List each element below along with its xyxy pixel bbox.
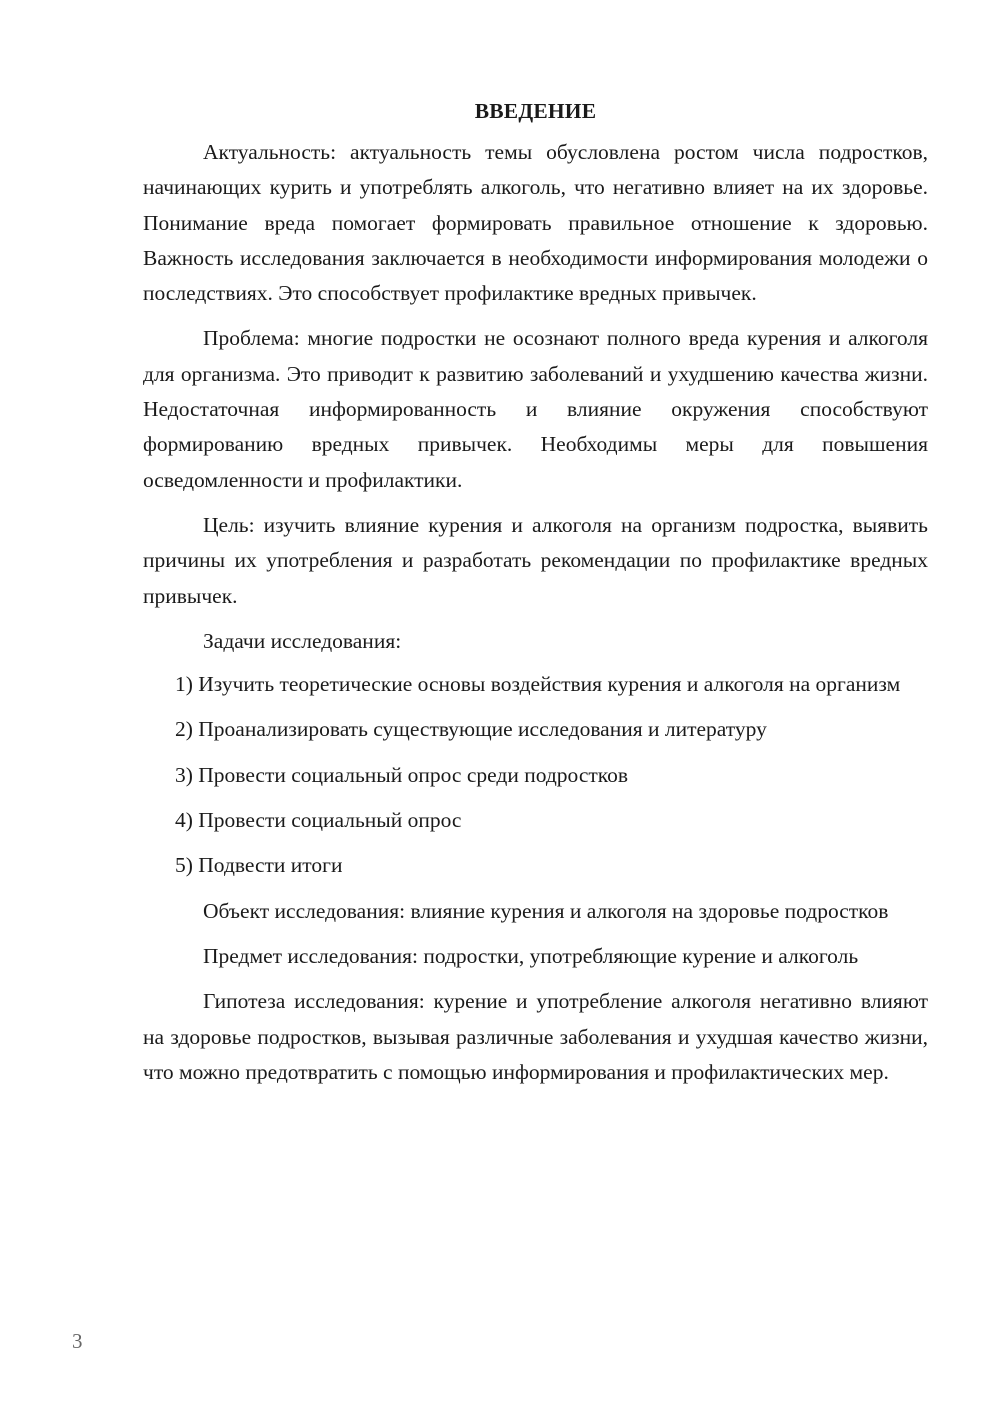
task-item-5: 5) Подвести итоги — [175, 853, 343, 878]
tasks-heading: Задачи исследования: — [203, 628, 402, 653]
task-item-3: 3) Провести социальный опрос среди подростков — [175, 762, 629, 787]
hypothesis-paragraph: Гипотеза исследования: курение и употребление алкоголя негативно влияют на здоровье подростков, вызывая различные заболевания и ухудшая качество жизни, что можно предотвратить с помощью информирования и профилактических мер. — [143, 989, 928, 1084]
problem-paragraph: Проблема: многие подростки не осознают полного вреда курения и алкоголя для организма. Это приводит к развитию заболеваний и ухудшению качества жизни. Недостаточная информированность и влияние окружения способствуют формированию вредных привычек. Необходимы меры для повышения осведомленности и профилактики. — [143, 326, 928, 492]
subject-paragraph: Предмет исследования: подростки, употребляющие курение и алкоголь — [203, 943, 859, 968]
document-page — [143, 96, 928, 1100]
task-item-2: 2) Проанализировать существующие исследования и литературу — [175, 717, 767, 742]
page-title: ВВЕДЕНИЕ — [474, 99, 597, 123]
task-item-1: 1) Изучить теоретические основы воздействия курения и алкоголя на организм — [175, 672, 901, 697]
relevance-paragraph: Актуальность: актуальность темы обусловлена ростом числа подростков, начинающих курить и употреблять алкоголь, что негативно влияет на их здоровье. Понимание вреда помогает формировать правильное отношение к здоровью. Важность исследования заключается в необходимости информирования молодежи о последствиях. Это способствует профилактике вредных привычек. — [143, 140, 928, 306]
object-paragraph: Объект исследования: влияние курения и алкоголя на здоровье подростков — [203, 898, 889, 923]
goal-paragraph: Цель: изучить влияние курения и алкоголя на организм подростка, выявить причины их употребления и разработать рекомендации по профилактике вредных привычек. — [143, 512, 928, 608]
task-item-4: 4) Провести социальный опрос — [175, 808, 462, 833]
page-number: 3 — [72, 1329, 83, 1353]
